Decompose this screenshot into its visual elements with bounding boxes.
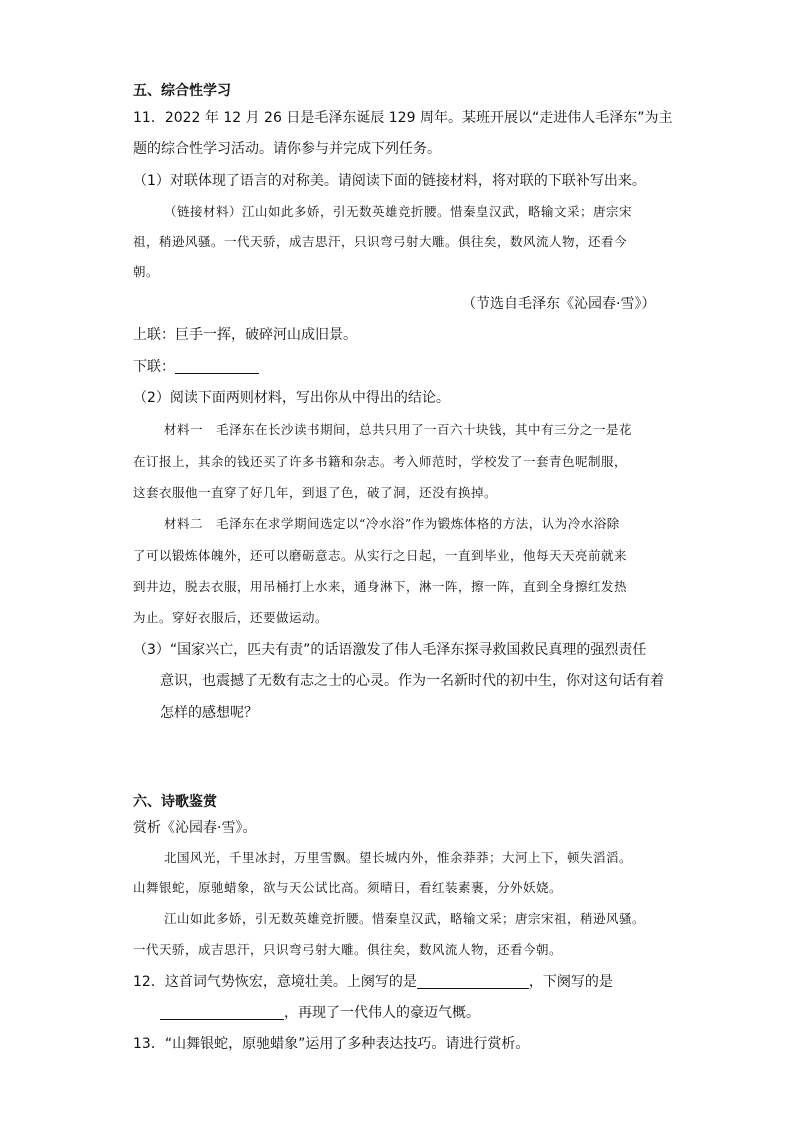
link-material-line2: 祖，稍逊风骚。一代天骄，成吉思汗，只识弯弓射大雕。俱往矣，数风流人物，还看今 — [133, 234, 628, 249]
q12-middle: ，下阕写的是 — [528, 974, 613, 990]
lower-couplet-blank[interactable] — [175, 358, 259, 374]
material1-line2: 在订报上，其余的钱还买了许多书籍和杂志。考入师范时，学校发了一套青色呢制服， — [133, 454, 628, 469]
link-material-line1: （链接材料）江山如此多娇，引无数英雄竞折腰。惜秦皇汉武，略输文采；唐宗宋 — [164, 204, 633, 219]
material2-line4: 为止。穿好衣服后，还要做运动。 — [133, 610, 329, 625]
section5-heading: 五、综合性学习 — [133, 83, 231, 99]
poem-line2: 山舞银蛇，原驰蜡象，欲与天公试比高。须晴日，看红装素裹，分外妖娆。 — [133, 880, 563, 895]
q11-text-line1: 11．2022 年 12 月 26 日是毛泽东诞辰 129 周年。某班开展以“走进伟人毛泽东”为主 — [133, 110, 673, 126]
q12-row2 — [160, 1003, 480, 1023]
section6-heading: 六、诗歌鉴赏 — [133, 794, 217, 810]
upper-couplet: 上联：巨手一挥，破碎河山成旧景。 — [133, 327, 357, 343]
lower-couplet-label: 下联： — [133, 359, 175, 375]
material1-line1: 材料一 毛泽东在长沙读书期间，总共只用了一百六十块钱，其中有三分之一是花 — [164, 422, 633, 437]
q12-blank-lower[interactable] — [160, 1004, 284, 1020]
q12-prompt: 12．这首词气势恢宏，意境壮美。上阕写的是 — [133, 974, 417, 990]
poem-line1: 北国风光，千里冰封，万里雪飘。望长城内外，惟余莽莽；大河上下，顿失滔滔。 — [164, 850, 633, 865]
material2-line2: 了可以锻炼体魄外，还可以磨砺意志。从实行之日起，一直到毕业，他每天天亮前就来 — [133, 548, 628, 563]
q12-end: ，再现了一代伟人的豪迈气概。 — [284, 1005, 480, 1021]
q11-part3-line1: （3）“国家兴亡，匹夫有责”的话语激发了伟人毛泽东探寻救国救民真理的强烈责任 — [133, 642, 647, 658]
source-note: （节选自毛泽东《沁园春·雪》） — [462, 296, 656, 312]
q12-row1 — [133, 972, 613, 992]
material2-line1: 材料二 毛泽东在求学期间选定以“冷水浴”作为锻炼体格的方法，认为冷水浴除 — [164, 516, 620, 531]
q11-text-line2: 题的综合性学习活动。请你参与并完成下列任务。 — [133, 141, 441, 157]
material1-line3: 这套衣服他一直穿了好几年，到退了色，破了洞，还没有换掉。 — [133, 485, 498, 500]
link-material-line3: 朝。 — [133, 264, 160, 279]
material2-line3: 到井边，脱去衣服，用吊桶打上水来，通身淋下，淋一阵，擦一阵，直到全身擦红发热 — [133, 579, 628, 594]
q13-text: 13．“山舞银蛇，原驰蜡象”运用了多种表达技巧。请进行赏析。 — [133, 1036, 530, 1052]
q11-part3-line2: 意识，也震撼了无数有志之士的心灵。作为一名新时代的初中生，你对这句话有着 — [160, 673, 664, 689]
poem-line4: 一代天骄，成吉思汗，只识弯弓射大雕。俱往矣，数风流人物，还看今朝。 — [133, 942, 563, 957]
poem-intro: 赏析《沁园春·雪》。 — [133, 820, 257, 836]
poem-line3: 江山如此多娇，引无数英雄竞折腰。惜秦皇汉武，略输文采；唐宗宋祖，稍逊风骚。 — [164, 911, 646, 926]
q11-part1: （1）对联体现了语言的对称美。请阅读下面的链接材料，将对联的下联补写出来。 — [133, 173, 646, 189]
q12-blank-upper[interactable] — [417, 973, 529, 989]
q11-part2: （2）阅读下面两则材料，写出你从中得出的结论。 — [133, 390, 450, 406]
q11-part3-line3: 怎样的感想呢？ — [160, 705, 258, 721]
lower-couplet-row — [133, 357, 259, 377]
